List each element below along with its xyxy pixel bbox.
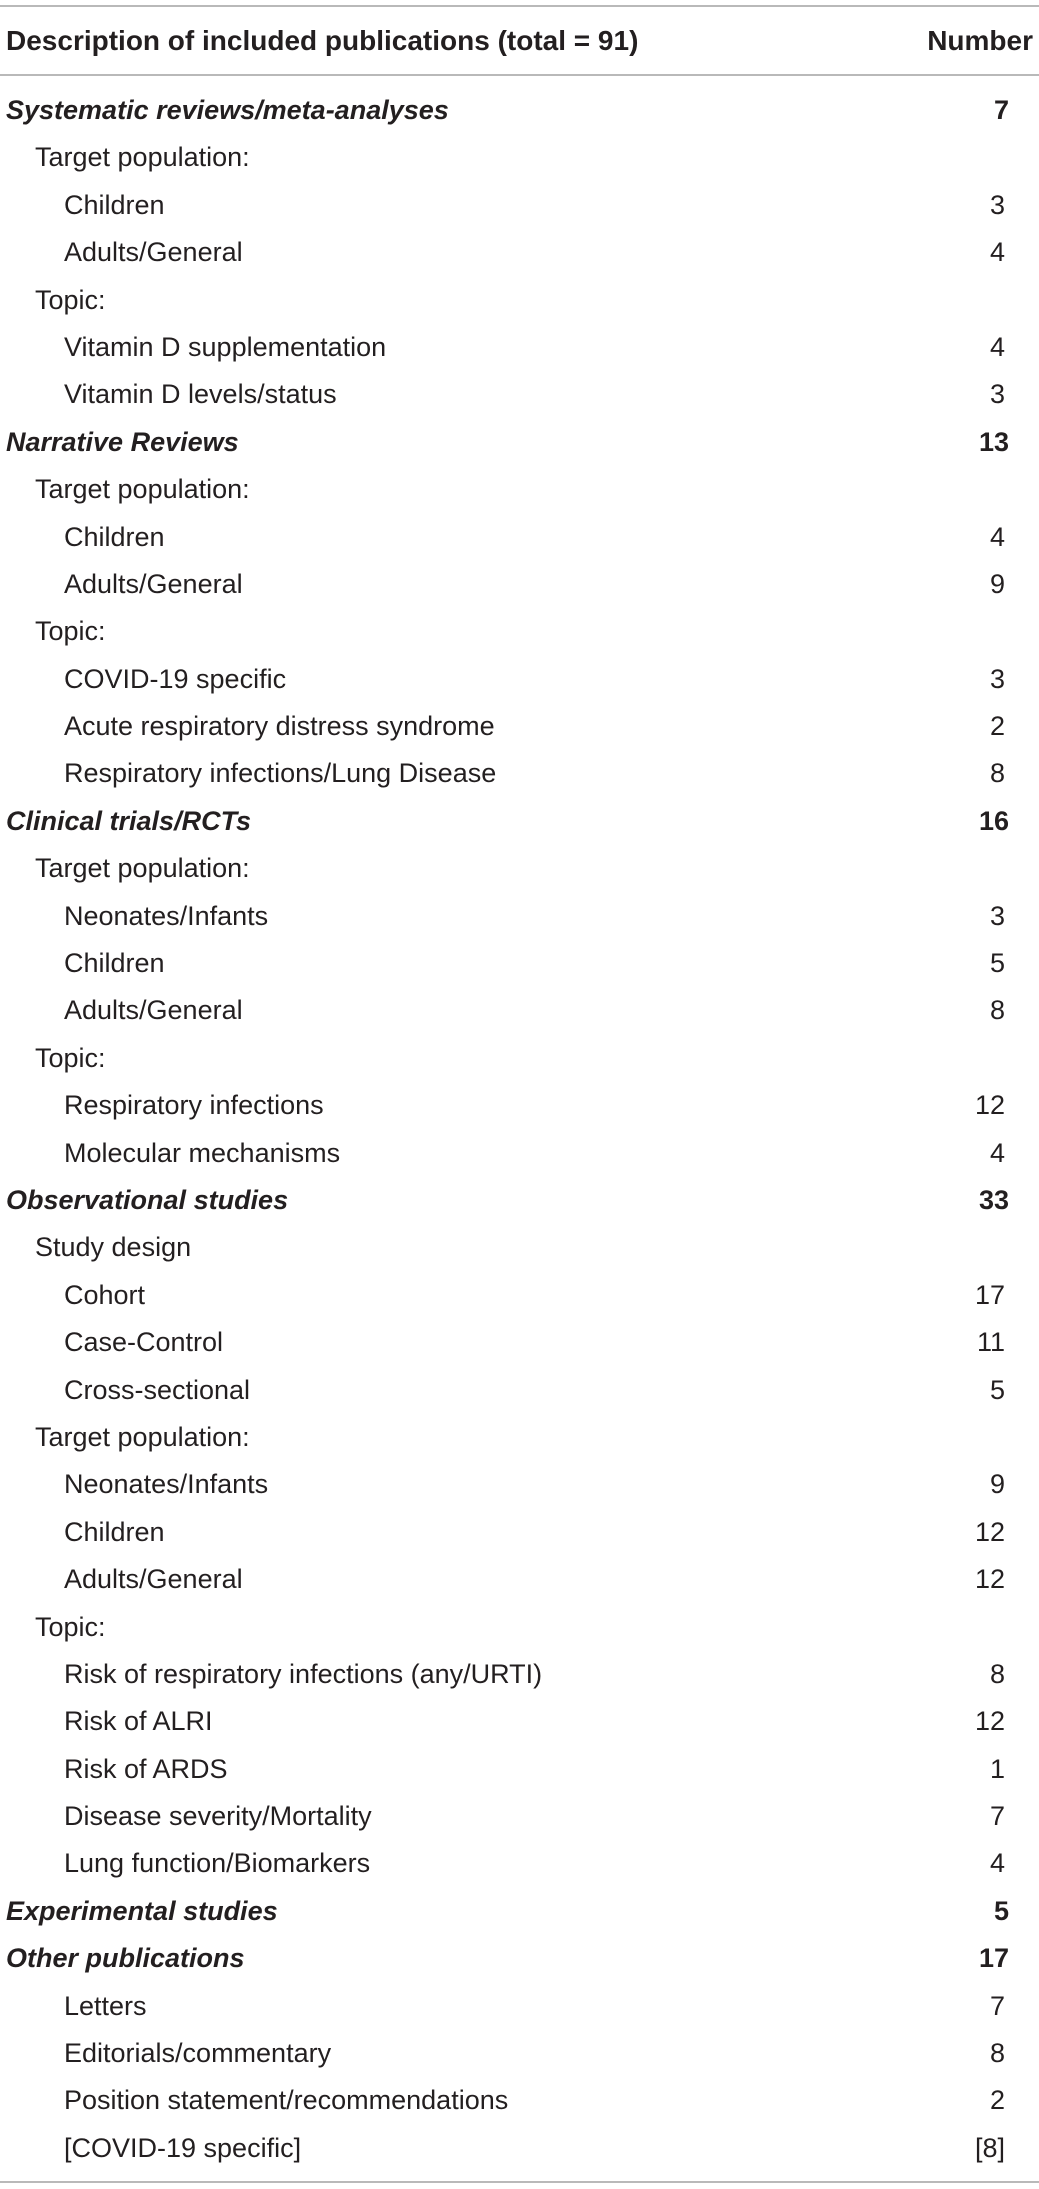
row-value: 2: [989, 711, 1005, 742]
table-row: [0, 1367, 1039, 1414]
row-value: 16: [978, 805, 1009, 836]
table-row: [0, 987, 1039, 1034]
row-value: 5: [989, 1374, 1005, 1405]
table-body: [0, 87, 1039, 2172]
table-row: [0, 1556, 1039, 1603]
table-row-group: [0, 277, 1039, 324]
row-value: 2: [989, 2085, 1005, 2116]
row-label: Target population:: [35, 474, 250, 505]
table-row-group: [0, 845, 1039, 892]
row-label: Topic:: [35, 1042, 106, 1073]
row-label: Risk of ARDS: [64, 1753, 228, 1784]
row-value: 7: [989, 1990, 1005, 2021]
table-row: [0, 371, 1039, 418]
table-row: [0, 324, 1039, 371]
row-label: Neonates/Infants: [64, 900, 269, 931]
row-label: Adults/General: [64, 237, 243, 268]
table-row: [0, 1840, 1039, 1887]
row-value: 7: [993, 95, 1009, 125]
table-row: [0, 1130, 1039, 1177]
table-row: [0, 750, 1039, 797]
row-label: Children: [64, 1516, 165, 1547]
table-row-category: [0, 1888, 1039, 1935]
table-row: [0, 1746, 1039, 1793]
row-value: 11: [976, 1327, 1005, 1358]
row-value: 3: [989, 900, 1005, 931]
row-value: 12: [974, 1706, 1005, 1737]
row-label: Vitamin D levels/status: [64, 379, 337, 410]
row-label: Editorials/commentary: [64, 2038, 332, 2069]
row-label: Case-Control: [64, 1327, 224, 1358]
table-row: [0, 656, 1039, 703]
row-label: [COVID-19 specific]: [64, 2132, 302, 2163]
table-row-group: [0, 1224, 1039, 1271]
row-value: 17: [974, 1279, 1005, 1310]
row-label: Target population:: [35, 853, 250, 884]
row-label: Study design: [35, 1232, 192, 1263]
table-row-group: [0, 1604, 1039, 1651]
row-label: Adults/General: [64, 995, 243, 1026]
row-label: Cross-sectional: [64, 1374, 251, 1405]
row-value: 9: [989, 568, 1005, 599]
row-label: Topic:: [35, 1611, 106, 1642]
header-rule: [0, 74, 1039, 76]
row-label: COVID-19 specific: [64, 663, 287, 694]
row-value: [8]: [974, 2132, 1005, 2163]
table-row: [0, 514, 1039, 561]
row-value: 33: [978, 1184, 1009, 1215]
table-row: [0, 561, 1039, 608]
row-value: 12: [974, 1564, 1005, 1595]
table-row: [0, 893, 1039, 940]
table-row: [0, 1509, 1039, 1556]
row-label: Disease severity/Mortality: [64, 1801, 372, 1832]
table-row: [0, 1698, 1039, 1745]
row-label: Observational studies: [6, 1184, 289, 1215]
row-value: 4: [989, 237, 1005, 268]
row-value: 8: [989, 2038, 1005, 2069]
table-row-group: [0, 134, 1039, 181]
row-value: 5: [993, 1895, 1009, 1926]
table-row: [0, 2125, 1039, 2172]
table-row-category: [0, 1177, 1039, 1224]
row-value: 12: [974, 1516, 1005, 1547]
table-row-category: [0, 419, 1039, 466]
table-row: [0, 2030, 1039, 2077]
row-label: Position statement/recommendations: [64, 2085, 509, 2116]
row-value: 8: [989, 758, 1005, 789]
row-value: 8: [989, 1658, 1005, 1689]
table-row-group: [0, 608, 1039, 655]
row-value: 4: [989, 331, 1005, 362]
row-label: Target population:: [35, 142, 250, 173]
table-row: [0, 1461, 1039, 1508]
row-label: Risk of respiratory infections (any/URTI): [64, 1658, 543, 1689]
table-row: [0, 182, 1039, 229]
row-label: Topic:: [35, 284, 106, 315]
row-label: Letters: [64, 1990, 147, 2021]
row-label: Children: [64, 948, 165, 979]
row-value: 4: [989, 521, 1005, 552]
number-column-header: Number: [927, 25, 1033, 56]
row-value: 3: [989, 189, 1005, 220]
table-row-group: [0, 1035, 1039, 1082]
description-column-header: Description of included publications (total = 91): [6, 25, 639, 56]
table-row: [0, 703, 1039, 750]
row-label: Topic:: [35, 616, 106, 647]
bottom-rule: [0, 2181, 1039, 2183]
row-label: Respiratory infections: [64, 1090, 324, 1121]
row-value: 4: [989, 1848, 1005, 1879]
row-label: Adults/General: [64, 1564, 243, 1595]
table-row-category: [0, 87, 1039, 134]
row-value: 9: [989, 1469, 1005, 1500]
row-label: Respiratory infections/Lung Disease: [64, 758, 497, 789]
row-value: 8: [989, 995, 1005, 1026]
table-row-group: [0, 1414, 1039, 1461]
row-value: 3: [989, 379, 1005, 410]
table-row: [0, 229, 1039, 276]
row-label: Clinical trials/RCTs: [6, 805, 252, 836]
row-label: Children: [64, 189, 165, 220]
row-label: Acute respiratory distress syndrome: [64, 711, 495, 742]
table-row: [0, 1272, 1039, 1319]
row-value: 5: [989, 948, 1005, 979]
row-value: 7: [989, 1801, 1005, 1832]
row-label: Other publications: [6, 1943, 245, 1974]
row-label: Adults/General: [64, 568, 243, 599]
table-row: [0, 1983, 1039, 2030]
row-label: Neonates/Infants: [64, 1469, 269, 1500]
row-label: Cohort: [64, 1279, 146, 1310]
table-row: [0, 1319, 1039, 1366]
table-row: [0, 2077, 1039, 2124]
top-rule: [0, 5, 1039, 7]
row-label: Children: [64, 521, 165, 552]
row-label: Systematic reviews/meta-analyses: [6, 95, 449, 125]
row-label: Molecular mechanisms: [64, 1137, 341, 1168]
row-value: 4: [989, 1137, 1005, 1168]
row-label: Experimental studies: [6, 1895, 278, 1926]
table-row-group: [0, 466, 1039, 513]
row-value: 1: [989, 1753, 1005, 1784]
row-value: 13: [978, 426, 1009, 457]
row-value: 3: [989, 663, 1005, 694]
table-row: [0, 1651, 1039, 1698]
row-label: Target population:: [35, 1421, 250, 1452]
row-label: Lung function/Biomarkers: [64, 1848, 371, 1879]
table-row: [0, 1082, 1039, 1129]
table-row-category: [0, 1935, 1039, 1982]
table-row-category: [0, 798, 1039, 845]
table-row: [0, 1793, 1039, 1840]
row-label: Risk of ALRI: [64, 1706, 213, 1737]
table-row: [0, 940, 1039, 987]
row-label: Narrative Reviews: [6, 426, 239, 457]
row-value: 17: [978, 1943, 1009, 1974]
row-value: 12: [974, 1090, 1005, 1121]
row-label: Vitamin D supplementation: [64, 331, 387, 362]
